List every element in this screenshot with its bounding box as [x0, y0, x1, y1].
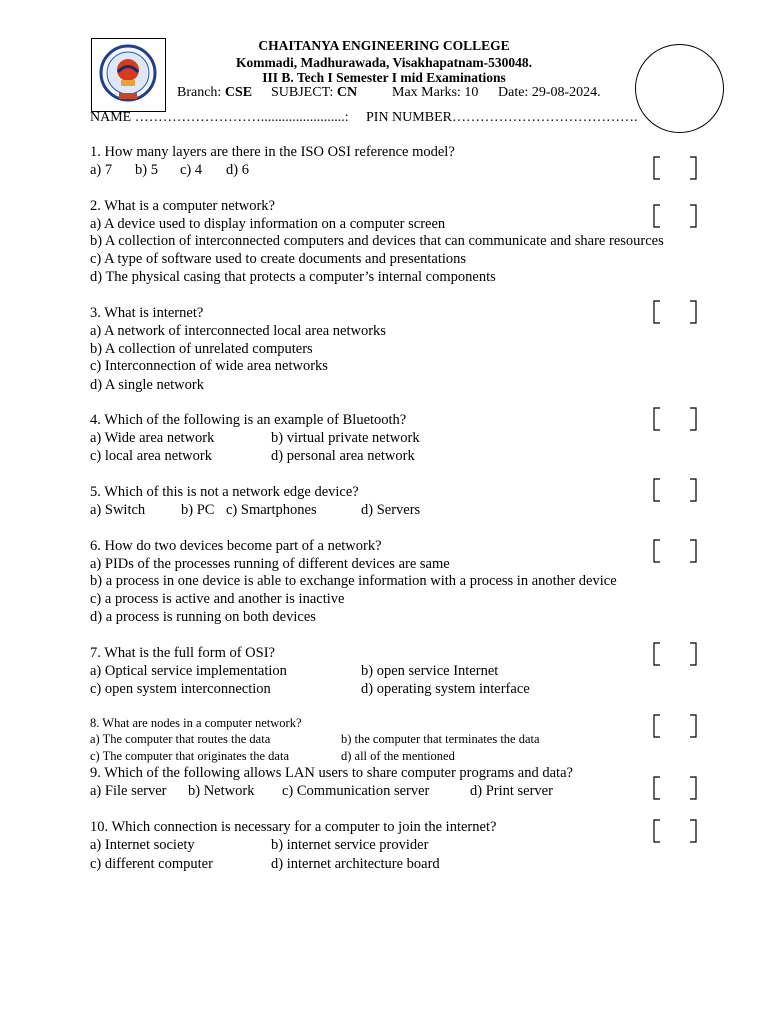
question-9: 9. Which of the following allows LAN users to share computer programs and data?: [90, 765, 573, 781]
bracket-icon: [652, 156, 698, 180]
bracket-icon: [652, 776, 698, 800]
exam-title: III B. Tech I Semester I mid Examinations: [262, 70, 506, 85]
q8-option-a: a) The computer that routes the data: [90, 732, 271, 746]
question-10: 10. Which connection is necessary for a computer to join the internet?: [90, 819, 497, 835]
answer-bracket-6[interactable]: [652, 539, 698, 563]
bracket-icon: [652, 407, 698, 431]
q10-option-a: a) Internet society: [90, 837, 195, 853]
q7-option-a: a) Optical service implementation: [90, 663, 287, 679]
question-5: 5. Which of this is not a network edge device?: [90, 484, 359, 500]
max-marks: Max Marks: 10: [392, 85, 479, 100]
q1-option-d: d) 6: [226, 162, 249, 178]
question-3: 3. What is internet?: [90, 305, 204, 321]
q7-option-c: c) open system interconnection: [90, 681, 271, 697]
bracket-icon: [652, 539, 698, 563]
q8-option-b: b) the computer that terminates the data: [341, 732, 540, 746]
q10-option-c: c) different computer: [90, 856, 213, 872]
q8-option-d: d) all of the mentioned: [341, 749, 455, 763]
q9-option-d: d) Print server: [470, 783, 553, 799]
q2-option-d: d) The physical casing that protects a computer’s internal components: [90, 269, 496, 285]
q9-option-a: a) File server: [90, 783, 167, 799]
college-address: Kommadi, Madhurawada, Visakhapatnam-530048.: [236, 55, 532, 70]
q2-option-c: c) A type of software used to create documents and presentations: [90, 251, 467, 267]
q9-option-c: c) Communication server: [282, 783, 430, 799]
q6-option-b: b) a process in one device is able to exchange information with a process in another device: [90, 573, 617, 589]
answer-bracket-8[interactable]: [652, 714, 698, 738]
q4-option-c: c) local area network: [90, 448, 212, 464]
q4-option-d: d) personal area network: [271, 448, 415, 464]
answer-bracket-5[interactable]: [652, 478, 698, 502]
bracket-icon: [652, 204, 698, 228]
bracket-icon: [652, 478, 698, 502]
bracket-icon: [652, 819, 698, 843]
q10-option-b: b) internet service provider: [271, 837, 429, 853]
q2-option-b: b) A collection of interconnected computers and devices that can communicate and share resources: [90, 233, 664, 249]
answer-bracket-7[interactable]: [652, 642, 698, 666]
answer-bracket-4[interactable]: [652, 407, 698, 431]
q2-option-a: a) A device used to display information on a computer screen: [90, 216, 446, 232]
bracket-icon: [652, 300, 698, 324]
pin-number-field: PIN NUMBER………………………………….: [366, 110, 638, 125]
exam-date: Date: 29-08-2024.: [498, 85, 601, 100]
q1-option-a: a) 7: [90, 162, 113, 178]
question-6: 6. How do two devices become part of a network?: [90, 538, 382, 554]
q6-option-a: a) PIDs of the processes running of different devices are same: [90, 556, 450, 572]
q7-option-d: d) operating system interface: [361, 681, 530, 697]
q1-option-c: c) 4: [180, 162, 203, 178]
question-1: 1. How many layers are there in the ISO OSI reference model?: [90, 144, 455, 160]
bracket-icon: [652, 714, 698, 738]
question-7: 7. What is the full form of OSI?: [90, 645, 275, 661]
q3-option-b: b) A collection of unrelated computers: [90, 341, 313, 357]
q5-option-a: a) Switch: [90, 502, 146, 518]
q8-option-c: c) The computer that originates the data: [90, 749, 289, 763]
q3-option-d: d) A single network: [90, 377, 204, 393]
subject-field: SUBJECT: CN: [271, 85, 358, 100]
q4-option-a: a) Wide area network: [90, 430, 215, 446]
q9-option-b: b) Network: [188, 783, 255, 799]
question-8: 8. What are nodes in a computer network?: [90, 716, 302, 730]
q10-option-d: d) internet architecture board: [271, 856, 440, 872]
q4-option-b: b) virtual private network: [271, 430, 420, 446]
q3-option-c: c) Interconnection of wide area networks: [90, 358, 328, 374]
answer-bracket-10[interactable]: [652, 819, 698, 843]
q1-option-b: b) 5: [135, 162, 158, 178]
name-field: NAME ………………………........................:: [90, 110, 349, 125]
q6-option-d: d) a process is running on both devices: [90, 609, 316, 625]
q6-option-c: c) a process is active and another is inactive: [90, 591, 345, 607]
answer-bracket-9[interactable]: [652, 776, 698, 800]
answer-bracket-2[interactable]: [652, 204, 698, 228]
q5-option-b: b) PC: [181, 502, 215, 518]
branch-field: Branch: CSE: [177, 85, 253, 100]
bracket-icon: [652, 642, 698, 666]
answer-bracket-3[interactable]: [652, 300, 698, 324]
q5-option-d: d) Servers: [361, 502, 421, 518]
answer-bracket-1[interactable]: [652, 156, 698, 180]
q3-option-a: a) A network of interconnected local area networks: [90, 323, 386, 339]
q7-option-b: b) open service Internet: [361, 663, 499, 679]
question-4: 4. Which of the following is an example of Bluetooth?: [90, 412, 407, 428]
question-2: 2. What is a computer network?: [90, 198, 275, 214]
q5-option-c: c) Smartphones: [226, 502, 317, 518]
college-name: CHAITANYA ENGINEERING COLLEGE: [258, 38, 510, 53]
